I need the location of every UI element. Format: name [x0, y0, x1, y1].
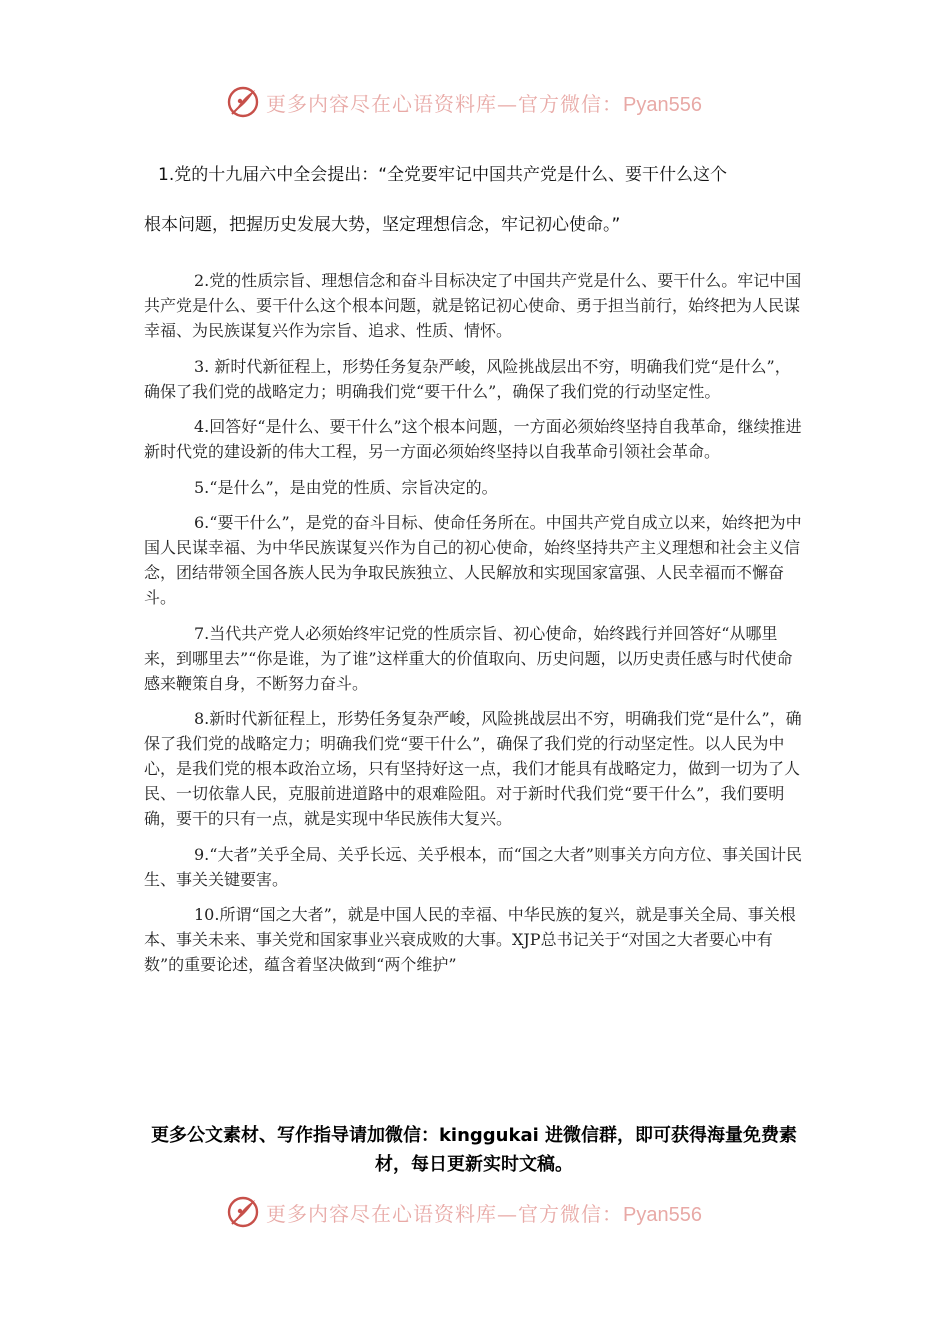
footer-banner: [226, 1194, 746, 1230]
banner-label: [266, 88, 702, 117]
body-paragraphs: [144, 268, 804, 988]
paragraph-10: 10.所谓“国之大者”，就是中国人民的幸福、中华民族的复兴，就是事关全局、事关根本、事关未来、事关党和国家事业兴衰成败的大事。XJP总书记关于“对国之大者要心中有数”的重要论述，蕴含着坚决做到“两个维护”: [144, 905, 796, 974]
lead-line-1: 1.党的十九届六中全会提出：“全党要牢记中国共产党是什么、要干什么这个: [158, 165, 728, 185]
banner-text: 更多内容尽在心语资料库—官方微信：: [266, 1201, 623, 1226]
wechat-id: Pyan556: [623, 93, 702, 116]
paragraph-9: 9.“大者”关乎全局、关乎长远、关乎根本，而“国之大者”则事关方向方位、事关国计民生、事关关键要害。: [144, 844, 802, 889]
banner-label: [266, 1198, 702, 1227]
paragraph-5: 5.“是什么”，是由党的性质、宗旨决定的。: [194, 477, 498, 497]
banner-text: 更多内容尽在心语资料库—官方微信：: [266, 91, 623, 116]
wechat-id: Pyan556: [623, 1203, 702, 1226]
footer-note: 更多公文素材、写作指导请加微信：kinggukai 进微信群，即可获得海量免费素材，每日更新实时文稿。: [150, 1125, 798, 1175]
paragraph-6: 6.“要干什么”，是党的奋斗目标、使命任务所在。中国共产党自成立以来，始终把为中国人民谋幸福、为中华民族谋复兴作为自己的初心使命，始终坚持共产主义理想和社会主义信念，团结带领全国各族人民为争取民族独立、人民解放和实现国家富强、人民幸福而不懈奋斗。: [144, 513, 802, 607]
quill-logo-icon: [226, 1195, 260, 1229]
paragraph-7: 7.当代共产党人必须始终牢记党的性质宗旨、初心使命，始终践行并回答好“从哪里来，到哪里去”“你是谁，为了谁”这样重大的价值取向、历史问题，以历史责任感与时代使命感来鞭策自身，不断努力奋斗。: [144, 623, 793, 693]
paragraph-2: 2.党的性质宗旨、理想信念和奋斗目标决定了中国共产党是什么、要干什么。牢记中国共产党是什么、要干什么这个根本问题，就是铭记初心使命、勇于担当前行，始终把为人民谋幸福、为民族谋复兴作为宗旨、追求、性质、情怀。: [144, 271, 802, 340]
quill-logo-icon: [226, 85, 260, 119]
header-banner: [226, 84, 746, 120]
lead-paragraph: [144, 150, 814, 250]
lead-line-2: 根本问题，把握历史发展大势，坚定理想信念，牢记初心使命。”: [144, 215, 621, 235]
paragraph-8: 8.新时代新征程上，形势任务复杂严峻，风险挑战层出不穷，明确我们党“是什么”，确保了我们党的战略定力；明确我们党“要干什么”，确保了我们党的行动坚定性。以人民为中心，是我们党的根本政治立场，只有坚持好这一点，我们才能具有战略定力，做到一切为了人民、一切依靠人民，克服前进道路中的艰难险阻。对于新时代我们党“要干什么”，我们要明确，要干的只有一点，就是实现中华民族伟大复兴。: [144, 709, 802, 828]
paragraph-3: 3. 新时代新征程上，形势任务复杂严峻，风险挑战层出不穷，明确我们党“是什么”，确保了我们党的战略定力；明确我们党“要干什么”，确保了我们党的行动坚定性。: [144, 356, 791, 401]
paragraph-4: 4.回答好“是什么、要干什么”这个根本问题，一方面必须始终坚持自我革命，继续推进新时代党的建设新的伟大工程，另一方面必须始终坚持以自我革命引领社会革命。: [144, 417, 802, 461]
